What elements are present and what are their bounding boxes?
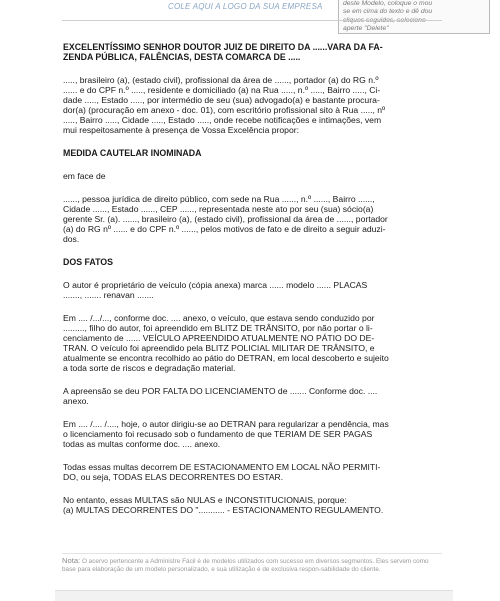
- in-face-of-text: em face de: [63, 171, 106, 181]
- note-text: O acervo pertencente a Administre Fácil é de modelos utilizados com sucesso em diversos segmentos. Eles servem como base para elaboração de um modelo personalizado, e sua utilização é de exclusiva respon-sabilidade do cliente.: [62, 558, 429, 573]
- addressee-heading: EXCELENTÍSSIMO SENHOR DOUTOR JUIZ DE DIREITO DA ......VARA DA FA- ZENDA PÚBLICA, FALÊNCIAS, DESTA COMARCA DE .....: [63, 42, 383, 62]
- plaintiff-paragraph: ....., brasileiro (a), (estado civil), profissional da área de ......, portador (a) do RG n.º ...... e do CPF n.º ....., residente e domiciliado (a) na Rua ....., n.º ....., Bairro ....., Ci- dade ....., Estado ....., por intermédio de seu (sua) advogado(a) e bastante procura- dor(a) (procuração em anexo - doc. 01), com escritório profissional sito à Rua ....., nº ....., Bairro ....., Cidade ....., Estado ....., onde recebe notificações e intimações, vem mui respeitosamente à presença de Vossa Excelência propor:: [63, 75, 386, 135]
- fact-paragraph: Em .... /.../..., conforme doc. .... anexo, o veículo, que estava sendo conduzido por ........., filho do autor, foi apreendido em BLITZ DE TRÂNSITO, por não portar o li- cenciamento de ...... VEÍCULO APREENDIDO ATUALMENTE NO PÁTIO DO DE- TRAN. O veículo foi apreendido pela BLITZ POLICIAL MILITAR DE TRÂNSITO, e atualmente se encontra recolhido ao pátio do DETRAN, em local descoberto e sujeito a toda sorte de riscos e degradação material.: [63, 313, 389, 373]
- page-bottom-bar: [55, 590, 453, 601]
- fact-paragraph: Todas essas multas decorrem DE ESTACIONAMENTO EM LOCAL NÃO PERMITI- DO, ou seja, TODAS ELAS DECORRENTES DO ESTAR.: [63, 462, 381, 482]
- fact-paragraph: No entanto, essas MULTAS são NULAS e INCONSTITUCIONAIS, porque: (a) MULTAS DECORRENTES DO "........... - ESTACIONAMENTO REGULAMENTO.: [63, 495, 384, 515]
- company-logo-placeholder[interactable]: COLE AQUI A LOGO DA SUA EMPRESA: [168, 2, 323, 11]
- tooltip-line: deste Modelo, coloque o mou: [343, 0, 433, 7]
- facts-title: DOS FATOS: [63, 257, 114, 267]
- document-body: [63, 42, 433, 515]
- instruction-tooltip: [338, 0, 490, 34]
- header-divider: [62, 20, 442, 21]
- defendant-paragraph: ......, pessoa jurídica de direito público, com sede na Rua ......, n.º ......, Bairro ......, Cidade ......, Estado ......, CEP ......, representada neste ato por seu (sua) sócio(a) gerente Sr. (a). ......, brasileiro (a), (estado civil), profissional da área de ......, portador (a) do RG nº ...... e do CPF n.º ......, pelos motivos de fato e de direito a seguir aduzi- dos.: [63, 194, 388, 244]
- action-title: MEDIDA CAUTELAR INOMINADA: [63, 148, 202, 158]
- fact-paragraph: O autor é proprietário de veículo (cópia anexa) marca ...... modelo ...... PLACAS ......., ....... renavan .......: [63, 280, 368, 300]
- footer-note: [62, 553, 442, 574]
- fact-paragraph: Em .... /.... /...., hoje, o autor dirigiu-se ao DETRAN para regularizar a pendência, mas o licenciamento foi recusado sob o fundamento de que TERIAM DE SER PAGAS todas as multas conforme doc. .... anexo.: [63, 419, 389, 449]
- tooltip-line: cliques seguidos, selecione: [343, 16, 426, 24]
- note-label: Nota:: [62, 556, 81, 565]
- tooltip-line: aperte "Delete": [343, 25, 389, 33]
- fact-paragraph: A apreensão se deu POR FALTA DO LICENCIAMENTO de ....... Conforme doc. .... anexo.: [63, 386, 378, 406]
- tooltip-line: se em cima do texto e dê dou: [343, 8, 433, 16]
